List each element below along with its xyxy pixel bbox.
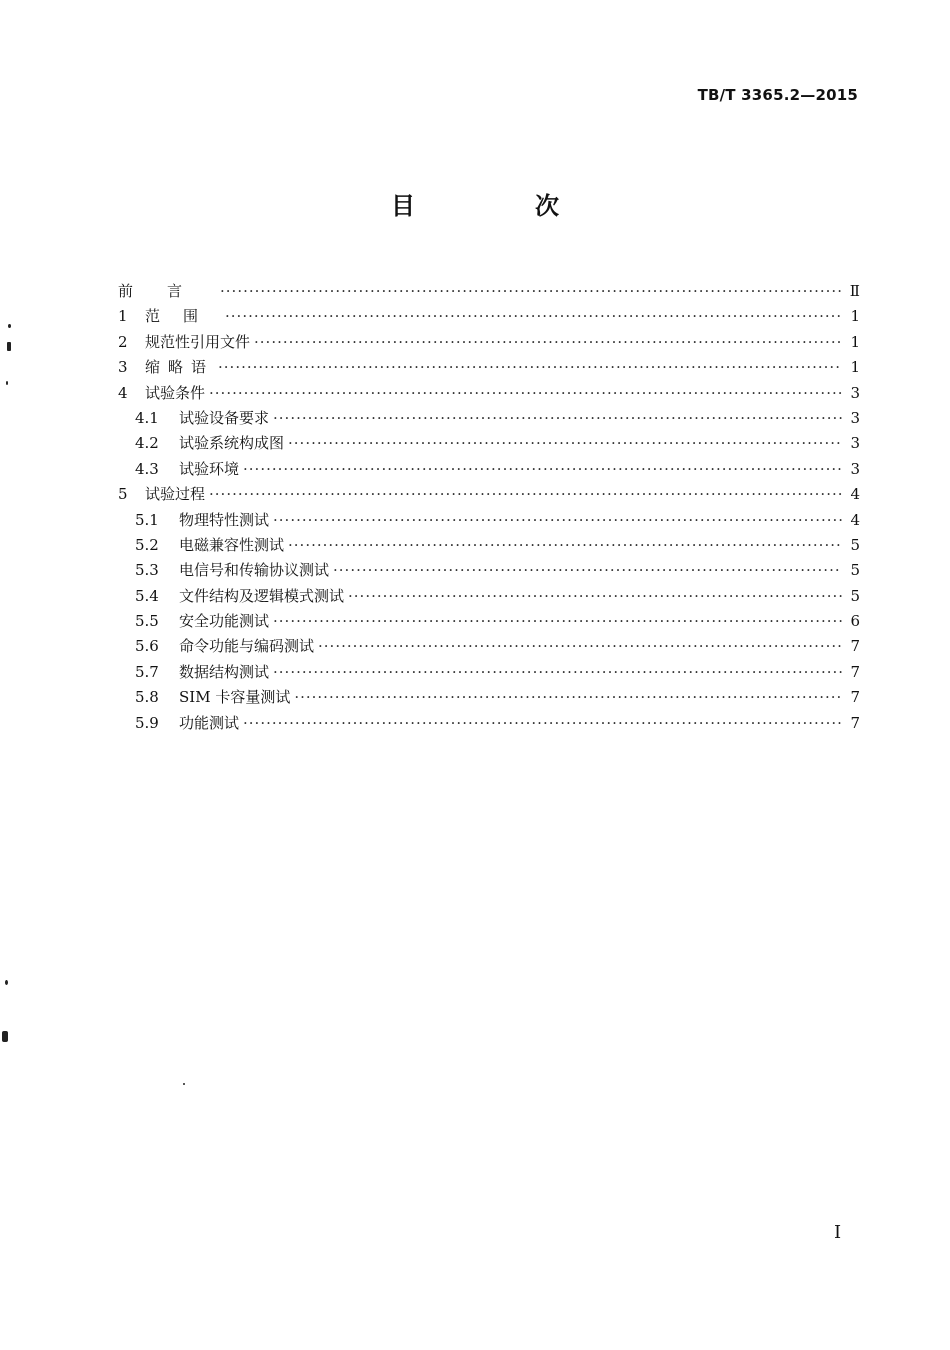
toc-leader-dots	[218, 358, 842, 376]
toc-entry-1[interactable]	[118, 305, 860, 330]
toc-entry-number: 2	[118, 332, 128, 351]
scan-speck	[183, 1083, 185, 1085]
toc-entry-number: 4.3	[135, 459, 159, 478]
toc-entry-page: 7	[850, 713, 860, 732]
toc-entry-5-4[interactable]	[118, 585, 860, 610]
toc-entry-number: 4	[118, 383, 128, 402]
toc-leader-dots	[273, 409, 842, 427]
toc-entry-number: 5.4	[135, 586, 159, 605]
toc-entry-page: 3	[850, 459, 860, 478]
toc-leader-dots	[318, 637, 842, 655]
toc-entry-label: 试验系统构成图	[179, 434, 285, 453]
toc-leader-dots	[209, 384, 842, 402]
toc-entry-5-1[interactable]	[118, 509, 860, 534]
toc-leader-dots	[254, 333, 842, 351]
toc-entry-5-8[interactable]	[118, 686, 860, 711]
toc-entry-page: 3	[850, 383, 860, 402]
toc-entry-label: 文件结构及逻辑模式测试	[179, 586, 345, 605]
toc-entry-number: 5.3	[135, 561, 159, 580]
toc-entry-number: 4.2	[135, 434, 159, 453]
toc-entry-5-3[interactable]	[118, 559, 860, 584]
toc-entry-page: 1	[850, 307, 860, 326]
scan-speck	[5, 980, 8, 985]
scan-speck	[8, 324, 11, 328]
table-of-contents	[118, 280, 860, 737]
scan-speck	[7, 342, 11, 351]
toc-entry-page: 3	[850, 434, 860, 453]
toc-entry-number: 5.2	[135, 535, 159, 554]
toc-entry-label: 规范性引用文件	[145, 332, 251, 351]
toc-entry-page: 7	[850, 662, 860, 681]
standard-code: TB/T 3365.2—2015	[697, 86, 858, 104]
toc-entry-page: 5	[850, 586, 860, 605]
scan-speck	[2, 1031, 8, 1042]
toc-entry-label: 前言	[118, 282, 217, 300]
toc-entry-label: 数据结构测试	[179, 662, 270, 681]
toc-leader-dots	[225, 307, 842, 325]
toc-entry-4-2[interactable]	[118, 432, 860, 457]
toc-entry-label: SIM 卡容量测试	[179, 688, 291, 707]
toc-entry-label: 缩略语	[145, 358, 215, 377]
toc-leader-dots	[209, 485, 842, 503]
toc-entry-page: 4	[850, 510, 860, 529]
toc-entry-foreword[interactable]	[118, 280, 860, 305]
toc-entry-5-5[interactable]	[118, 610, 860, 635]
toc-leader-dots	[288, 536, 842, 554]
toc-leader-dots	[273, 612, 842, 630]
toc-leader-dots	[348, 587, 842, 605]
toc-entry-number: 1	[118, 307, 128, 326]
toc-leader-dots	[273, 663, 842, 681]
toc-entry-number: 5.8	[135, 688, 159, 707]
toc-entry-label: 命令功能与编码测试	[179, 637, 315, 656]
toc-entry-label: 功能测试	[179, 713, 240, 732]
toc-entry-5-9[interactable]	[118, 712, 860, 737]
toc-entry-number: 5.7	[135, 662, 159, 681]
toc-leader-dots	[273, 511, 842, 529]
toc-entry-page: 1	[850, 332, 860, 351]
toc-entry-number: 5.9	[135, 713, 159, 732]
toc-entry-page: 1	[850, 358, 860, 377]
toc-entry-page: 7	[850, 637, 860, 656]
toc-leader-dots	[333, 561, 842, 579]
toc-entry-3[interactable]	[118, 356, 860, 381]
toc-entry-page: 5	[850, 535, 860, 554]
toc-entry-label: 范围	[145, 307, 222, 326]
toc-entry-label: 试验过程	[145, 485, 206, 504]
page-number: I	[834, 1222, 842, 1243]
toc-entry-label: 试验设备要求	[179, 408, 270, 427]
toc-entry-label: 电信号和传输协议测试	[179, 561, 330, 580]
toc-leader-dots	[220, 282, 842, 300]
toc-entry-label: 试验条件	[145, 383, 206, 402]
toc-entry-number: 5	[118, 485, 128, 504]
toc-entry-4[interactable]	[118, 382, 860, 407]
toc-entry-page: 4	[850, 485, 860, 504]
toc-entry-page: Ⅱ	[849, 282, 860, 300]
toc-leader-dots	[243, 460, 842, 478]
toc-entry-page: 6	[850, 612, 860, 631]
toc-entry-4-3[interactable]	[118, 458, 860, 483]
toc-entry-page: 7	[850, 688, 860, 707]
toc-entry-2[interactable]	[118, 331, 860, 356]
toc-leader-dots	[243, 714, 842, 732]
toc-leader-dots	[288, 434, 842, 452]
toc-entry-5-6[interactable]	[118, 635, 860, 660]
toc-entry-label: 电磁兼容性测试	[179, 535, 285, 554]
page-title: 目 次	[391, 192, 607, 220]
toc-entry-number: 5.1	[135, 510, 159, 529]
toc-entry-label: 安全功能测试	[179, 612, 270, 631]
toc-entry-4-1[interactable]	[118, 407, 860, 432]
toc-entry-page: 5	[850, 561, 860, 580]
toc-entry-5-2[interactable]	[118, 534, 860, 559]
toc-entry-5[interactable]	[118, 483, 860, 508]
toc-entry-number: 5.5	[135, 612, 159, 631]
toc-leader-dots	[294, 688, 842, 706]
toc-entry-label: 物理特性测试	[179, 510, 270, 529]
scan-speck	[6, 381, 8, 385]
toc-entry-number: 3	[118, 358, 128, 377]
toc-entry-label: 试验环境	[179, 459, 240, 478]
toc-entry-number: 5.6	[135, 637, 159, 656]
toc-entry-page: 3	[850, 408, 860, 427]
toc-entry-5-7[interactable]	[118, 661, 860, 686]
toc-entry-number: 4.1	[135, 408, 159, 427]
